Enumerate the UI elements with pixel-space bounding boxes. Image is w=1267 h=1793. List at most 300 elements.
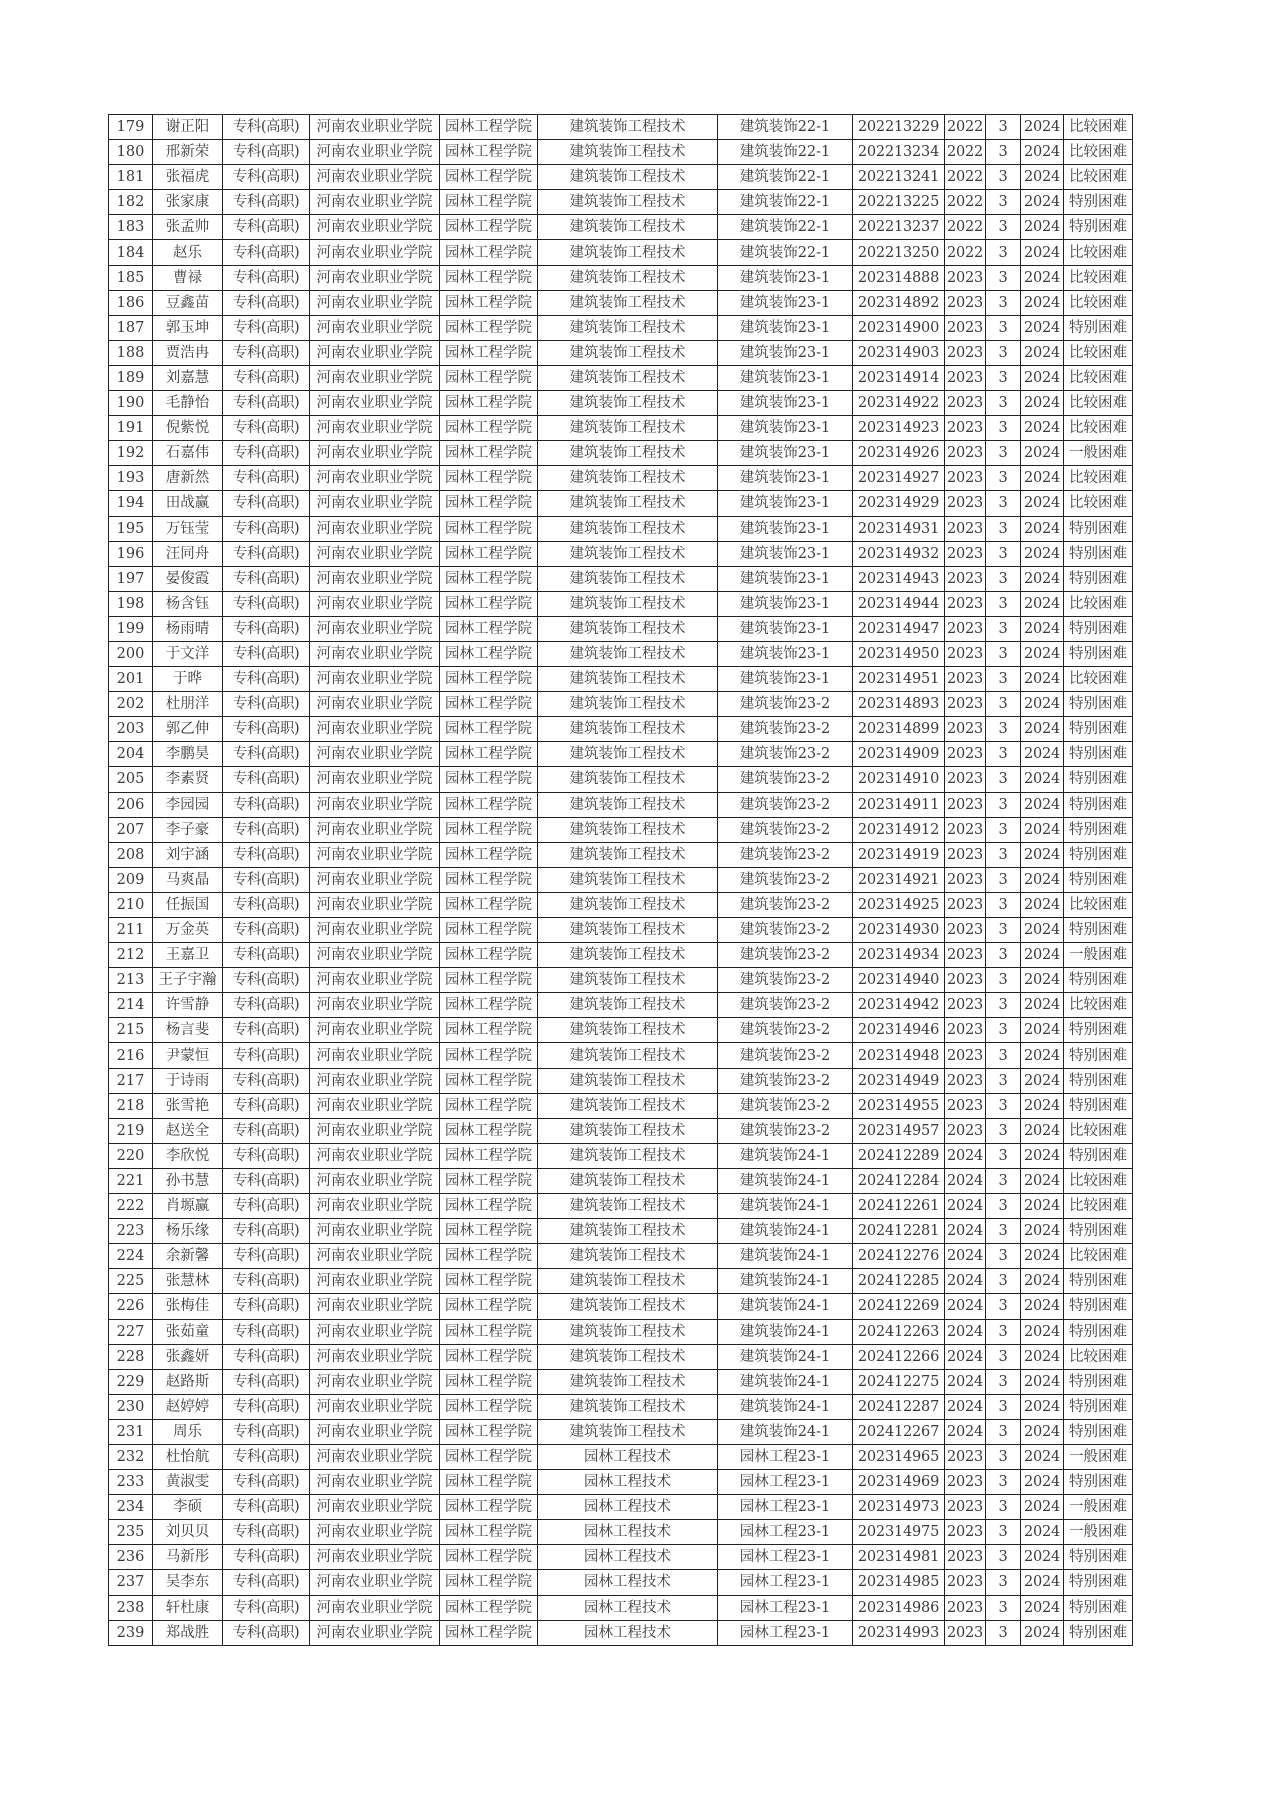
school-cell: 河南农业职业学院 xyxy=(310,1043,440,1068)
program-length-cell: 3 xyxy=(986,667,1021,692)
class-cell: 建筑装饰23-2 xyxy=(718,1043,853,1068)
college-cell: 园林工程学院 xyxy=(440,767,538,792)
enroll-year-cell: 2023 xyxy=(945,340,986,365)
recognition-year-cell: 2024 xyxy=(1021,1470,1064,1495)
name-cell: 石嘉伟 xyxy=(153,441,223,466)
name-cell: 于文洋 xyxy=(153,641,223,666)
major-cell: 建筑装饰工程技术 xyxy=(538,541,718,566)
seq-cell: 194 xyxy=(109,491,153,516)
difficulty-level-cell: 特别困难 xyxy=(1064,817,1133,842)
college-cell: 园林工程学院 xyxy=(440,340,538,365)
difficulty-level-cell: 特别困难 xyxy=(1064,1595,1133,1620)
name-cell: 李园园 xyxy=(153,792,223,817)
difficulty-level-cell: 特别困难 xyxy=(1064,190,1133,215)
education-level-cell: 专科(高职) xyxy=(223,290,310,315)
program-length-cell: 3 xyxy=(986,190,1021,215)
college-cell: 园林工程学院 xyxy=(440,165,538,190)
major-cell: 建筑装饰工程技术 xyxy=(538,1294,718,1319)
class-cell: 建筑装饰22-1 xyxy=(718,115,853,140)
table-row xyxy=(109,892,1133,917)
school-cell: 河南农业职业学院 xyxy=(310,918,440,943)
class-cell: 建筑装饰23-2 xyxy=(718,943,853,968)
recognition-year-cell: 2024 xyxy=(1021,1495,1064,1520)
table-row xyxy=(109,1520,1133,1545)
education-level-cell: 专科(高职) xyxy=(223,667,310,692)
major-cell: 园林工程技术 xyxy=(538,1444,718,1469)
enroll-year-cell: 2023 xyxy=(945,1118,986,1143)
student-id-cell: 202314942 xyxy=(853,993,945,1018)
program-length-cell: 3 xyxy=(986,1068,1021,1093)
major-cell: 建筑装饰工程技术 xyxy=(538,1319,718,1344)
difficulty-level-cell: 特别困难 xyxy=(1064,541,1133,566)
seq-cell: 187 xyxy=(109,315,153,340)
enroll-year-cell: 2023 xyxy=(945,1595,986,1620)
name-cell: 李素贤 xyxy=(153,767,223,792)
enroll-year-cell: 2023 xyxy=(945,767,986,792)
difficulty-level-cell: 特别困难 xyxy=(1064,1545,1133,1570)
student-id-cell: 202314903 xyxy=(853,340,945,365)
recognition-year-cell: 2024 xyxy=(1021,641,1064,666)
recognition-year-cell: 2024 xyxy=(1021,867,1064,892)
school-cell: 河南农业职业学院 xyxy=(310,943,440,968)
seq-cell: 193 xyxy=(109,466,153,491)
seq-cell: 210 xyxy=(109,892,153,917)
recognition-year-cell: 2024 xyxy=(1021,1118,1064,1143)
table-row xyxy=(109,165,1133,190)
school-cell: 河南农业职业学院 xyxy=(310,767,440,792)
program-length-cell: 3 xyxy=(986,1545,1021,1570)
college-cell: 园林工程学院 xyxy=(440,918,538,943)
enroll-year-cell: 2023 xyxy=(945,541,986,566)
name-cell: 刘贝贝 xyxy=(153,1520,223,1545)
difficulty-level-cell: 特别困难 xyxy=(1064,717,1133,742)
seq-cell: 205 xyxy=(109,767,153,792)
table-row xyxy=(109,1244,1133,1269)
class-cell: 建筑装饰23-1 xyxy=(718,365,853,390)
enroll-year-cell: 2023 xyxy=(945,441,986,466)
table-row xyxy=(109,817,1133,842)
difficulty-level-cell: 比较困难 xyxy=(1064,466,1133,491)
school-cell: 河南农业职业学院 xyxy=(310,190,440,215)
education-level-cell: 专科(高职) xyxy=(223,641,310,666)
major-cell: 建筑装饰工程技术 xyxy=(538,641,718,666)
college-cell: 园林工程学院 xyxy=(440,1444,538,1469)
education-level-cell: 专科(高职) xyxy=(223,1369,310,1394)
table-row xyxy=(109,240,1133,265)
major-cell: 建筑装饰工程技术 xyxy=(538,1394,718,1419)
class-cell: 建筑装饰23-1 xyxy=(718,290,853,315)
difficulty-level-cell: 一般困难 xyxy=(1064,441,1133,466)
education-level-cell: 专科(高职) xyxy=(223,1043,310,1068)
major-cell: 建筑装饰工程技术 xyxy=(538,1419,718,1444)
class-cell: 建筑装饰24-1 xyxy=(718,1194,853,1219)
class-cell: 园林工程23-1 xyxy=(718,1545,853,1570)
enroll-year-cell: 2024 xyxy=(945,1194,986,1219)
college-cell: 园林工程学院 xyxy=(440,1319,538,1344)
name-cell: 晏俊霞 xyxy=(153,566,223,591)
difficulty-level-cell: 一般困难 xyxy=(1064,1444,1133,1469)
difficulty-level-cell: 特别困难 xyxy=(1064,315,1133,340)
education-level-cell: 专科(高职) xyxy=(223,1219,310,1244)
school-cell: 河南农业职业学院 xyxy=(310,1470,440,1495)
school-cell: 河南农业职业学院 xyxy=(310,340,440,365)
enroll-year-cell: 2023 xyxy=(945,315,986,340)
college-cell: 园林工程学院 xyxy=(440,1620,538,1645)
school-cell: 河南农业职业学院 xyxy=(310,115,440,140)
class-cell: 建筑装饰23-1 xyxy=(718,667,853,692)
college-cell: 园林工程学院 xyxy=(440,1018,538,1043)
seq-cell: 226 xyxy=(109,1294,153,1319)
enroll-year-cell: 2022 xyxy=(945,165,986,190)
college-cell: 园林工程学院 xyxy=(440,391,538,416)
major-cell: 建筑装饰工程技术 xyxy=(538,1018,718,1043)
college-cell: 园林工程学院 xyxy=(440,416,538,441)
recognition-year-cell: 2024 xyxy=(1021,215,1064,240)
class-cell: 建筑装饰23-1 xyxy=(718,491,853,516)
name-cell: 张鑫妍 xyxy=(153,1344,223,1369)
name-cell: 杨乐缘 xyxy=(153,1219,223,1244)
class-cell: 建筑装饰23-2 xyxy=(718,717,853,742)
name-cell: 田战赢 xyxy=(153,491,223,516)
student-id-cell: 202213229 xyxy=(853,115,945,140)
name-cell: 肖塬赢 xyxy=(153,1194,223,1219)
program-length-cell: 3 xyxy=(986,466,1021,491)
major-cell: 建筑装饰工程技术 xyxy=(538,190,718,215)
student-id-cell: 202412284 xyxy=(853,1168,945,1193)
table-row xyxy=(109,717,1133,742)
program-length-cell: 3 xyxy=(986,1319,1021,1344)
class-cell: 园林工程23-1 xyxy=(718,1520,853,1545)
table-row xyxy=(109,867,1133,892)
name-cell: 孙书慧 xyxy=(153,1168,223,1193)
program-length-cell: 3 xyxy=(986,692,1021,717)
student-id-cell: 202314921 xyxy=(853,867,945,892)
student-id-cell: 202314925 xyxy=(853,892,945,917)
program-length-cell: 3 xyxy=(986,1093,1021,1118)
education-level-cell: 专科(高职) xyxy=(223,115,310,140)
college-cell: 园林工程学院 xyxy=(440,1244,538,1269)
recognition-year-cell: 2024 xyxy=(1021,1018,1064,1043)
student-id-cell: 202412275 xyxy=(853,1369,945,1394)
difficulty-level-cell: 特别困难 xyxy=(1064,1143,1133,1168)
table-row xyxy=(109,466,1133,491)
class-cell: 园林工程23-1 xyxy=(718,1495,853,1520)
program-length-cell: 3 xyxy=(986,792,1021,817)
difficulty-level-cell: 比较困难 xyxy=(1064,165,1133,190)
enroll-year-cell: 2023 xyxy=(945,566,986,591)
college-cell: 园林工程学院 xyxy=(440,591,538,616)
recognition-year-cell: 2024 xyxy=(1021,1269,1064,1294)
name-cell: 尹蒙恒 xyxy=(153,1043,223,1068)
difficulty-level-cell: 比较困难 xyxy=(1064,365,1133,390)
class-cell: 建筑装饰23-1 xyxy=(718,466,853,491)
major-cell: 建筑装饰工程技术 xyxy=(538,265,718,290)
name-cell: 豆鑫苗 xyxy=(153,290,223,315)
education-level-cell: 专科(高职) xyxy=(223,817,310,842)
education-level-cell: 专科(高职) xyxy=(223,265,310,290)
difficulty-level-cell: 特别困难 xyxy=(1064,867,1133,892)
major-cell: 园林工程技术 xyxy=(538,1620,718,1645)
class-cell: 建筑装饰23-1 xyxy=(718,591,853,616)
enroll-year-cell: 2024 xyxy=(945,1394,986,1419)
table-row xyxy=(109,792,1133,817)
student-id-cell: 202314943 xyxy=(853,566,945,591)
enroll-year-cell: 2024 xyxy=(945,1244,986,1269)
program-length-cell: 3 xyxy=(986,491,1021,516)
difficulty-level-cell: 特别困难 xyxy=(1064,692,1133,717)
table-row xyxy=(109,1068,1133,1093)
college-cell: 园林工程学院 xyxy=(440,1470,538,1495)
education-level-cell: 专科(高职) xyxy=(223,892,310,917)
student-id-cell: 202314946 xyxy=(853,1018,945,1043)
program-length-cell: 3 xyxy=(986,993,1021,1018)
major-cell: 建筑装饰工程技术 xyxy=(538,667,718,692)
table-row xyxy=(109,566,1133,591)
class-cell: 建筑装饰23-1 xyxy=(718,616,853,641)
enroll-year-cell: 2023 xyxy=(945,968,986,993)
difficulty-level-cell: 特别困难 xyxy=(1064,1093,1133,1118)
program-length-cell: 3 xyxy=(986,416,1021,441)
school-cell: 河南农业职业学院 xyxy=(310,1520,440,1545)
education-level-cell: 专科(高职) xyxy=(223,1093,310,1118)
table-row xyxy=(109,943,1133,968)
name-cell: 轩杜康 xyxy=(153,1595,223,1620)
college-cell: 园林工程学院 xyxy=(440,1068,538,1093)
college-cell: 园林工程学院 xyxy=(440,1219,538,1244)
student-id-cell: 202412261 xyxy=(853,1194,945,1219)
enroll-year-cell: 2022 xyxy=(945,190,986,215)
major-cell: 建筑装饰工程技术 xyxy=(538,1244,718,1269)
student-id-cell: 202412289 xyxy=(853,1143,945,1168)
major-cell: 建筑装饰工程技术 xyxy=(538,1219,718,1244)
class-cell: 建筑装饰23-1 xyxy=(718,416,853,441)
college-cell: 园林工程学院 xyxy=(440,1495,538,1520)
recognition-year-cell: 2024 xyxy=(1021,1444,1064,1469)
seq-cell: 234 xyxy=(109,1495,153,1520)
school-cell: 河南农业职业学院 xyxy=(310,441,440,466)
major-cell: 建筑装饰工程技术 xyxy=(538,918,718,943)
student-id-cell: 202314957 xyxy=(853,1118,945,1143)
class-cell: 园林工程23-1 xyxy=(718,1595,853,1620)
recognition-year-cell: 2024 xyxy=(1021,892,1064,917)
class-cell: 建筑装饰22-1 xyxy=(718,140,853,165)
seq-cell: 179 xyxy=(109,115,153,140)
school-cell: 河南农业职业学院 xyxy=(310,1319,440,1344)
class-cell: 园林工程23-1 xyxy=(718,1470,853,1495)
difficulty-level-cell: 特别困难 xyxy=(1064,1018,1133,1043)
education-level-cell: 专科(高职) xyxy=(223,516,310,541)
name-cell: 郭乙伸 xyxy=(153,717,223,742)
education-level-cell: 专科(高职) xyxy=(223,1118,310,1143)
student-id-cell: 202314948 xyxy=(853,1043,945,1068)
education-level-cell: 专科(高职) xyxy=(223,692,310,717)
major-cell: 建筑装饰工程技术 xyxy=(538,140,718,165)
enroll-year-cell: 2023 xyxy=(945,717,986,742)
name-cell: 王嘉卫 xyxy=(153,943,223,968)
education-level-cell: 专科(高职) xyxy=(223,165,310,190)
enroll-year-cell: 2023 xyxy=(945,1470,986,1495)
student-id-cell: 202314973 xyxy=(853,1495,945,1520)
school-cell: 河南农业职业学院 xyxy=(310,265,440,290)
seq-cell: 195 xyxy=(109,516,153,541)
name-cell: 曹禄 xyxy=(153,265,223,290)
seq-cell: 232 xyxy=(109,1444,153,1469)
enroll-year-cell: 2024 xyxy=(945,1294,986,1319)
difficulty-level-cell: 特别困难 xyxy=(1064,968,1133,993)
enroll-year-cell: 2023 xyxy=(945,792,986,817)
education-level-cell: 专科(高职) xyxy=(223,1444,310,1469)
class-cell: 建筑装饰24-1 xyxy=(718,1369,853,1394)
major-cell: 建筑装饰工程技术 xyxy=(538,566,718,591)
name-cell: 唐新然 xyxy=(153,466,223,491)
class-cell: 建筑装饰22-1 xyxy=(718,240,853,265)
college-cell: 园林工程学院 xyxy=(440,1168,538,1193)
education-level-cell: 专科(高职) xyxy=(223,1168,310,1193)
difficulty-level-cell: 特别困难 xyxy=(1064,215,1133,240)
table-body xyxy=(109,115,1133,1646)
name-cell: 杨言斐 xyxy=(153,1018,223,1043)
student-id-cell: 202314899 xyxy=(853,717,945,742)
seq-cell: 224 xyxy=(109,1244,153,1269)
table-row xyxy=(109,993,1133,1018)
school-cell: 河南农业职业学院 xyxy=(310,591,440,616)
college-cell: 园林工程学院 xyxy=(440,692,538,717)
table-row xyxy=(109,1194,1133,1219)
name-cell: 张梅佳 xyxy=(153,1294,223,1319)
name-cell: 张福虎 xyxy=(153,165,223,190)
difficulty-level-cell: 特别困难 xyxy=(1064,767,1133,792)
difficulty-level-cell: 比较困难 xyxy=(1064,1118,1133,1143)
name-cell: 郑战胜 xyxy=(153,1620,223,1645)
table-row xyxy=(109,641,1133,666)
difficulty-level-cell: 比较困难 xyxy=(1064,591,1133,616)
enroll-year-cell: 2023 xyxy=(945,616,986,641)
table-row xyxy=(109,1470,1133,1495)
program-length-cell: 3 xyxy=(986,1219,1021,1244)
college-cell: 园林工程学院 xyxy=(440,466,538,491)
major-cell: 园林工程技术 xyxy=(538,1570,718,1595)
program-length-cell: 3 xyxy=(986,115,1021,140)
name-cell: 李子豪 xyxy=(153,817,223,842)
school-cell: 河南农业职业学院 xyxy=(310,1444,440,1469)
enroll-year-cell: 2023 xyxy=(945,742,986,767)
school-cell: 河南农业职业学院 xyxy=(310,817,440,842)
school-cell: 河南农业职业学院 xyxy=(310,892,440,917)
student-id-cell: 202314927 xyxy=(853,466,945,491)
recognition-year-cell: 2024 xyxy=(1021,1168,1064,1193)
program-length-cell: 3 xyxy=(986,140,1021,165)
enroll-year-cell: 2022 xyxy=(945,240,986,265)
difficulty-level-cell: 比较困难 xyxy=(1064,1344,1133,1369)
class-cell: 建筑装饰23-2 xyxy=(718,918,853,943)
school-cell: 河南农业职业学院 xyxy=(310,867,440,892)
education-level-cell: 专科(高职) xyxy=(223,968,310,993)
difficulty-level-cell: 比较困难 xyxy=(1064,491,1133,516)
education-level-cell: 专科(高职) xyxy=(223,1570,310,1595)
recognition-year-cell: 2024 xyxy=(1021,1068,1064,1093)
recognition-year-cell: 2024 xyxy=(1021,541,1064,566)
enroll-year-cell: 2023 xyxy=(945,667,986,692)
difficulty-level-cell: 特别困难 xyxy=(1064,616,1133,641)
name-cell: 李硕 xyxy=(153,1495,223,1520)
name-cell: 杜朋洋 xyxy=(153,692,223,717)
college-cell: 园林工程学院 xyxy=(440,1118,538,1143)
difficulty-level-cell: 特别困难 xyxy=(1064,1319,1133,1344)
table-row xyxy=(109,365,1133,390)
college-cell: 园林工程学院 xyxy=(440,1419,538,1444)
school-cell: 河南农业职业学院 xyxy=(310,491,440,516)
enroll-year-cell: 2023 xyxy=(945,641,986,666)
seq-cell: 200 xyxy=(109,641,153,666)
difficulty-level-cell: 特别困难 xyxy=(1064,1269,1133,1294)
recognition-year-cell: 2024 xyxy=(1021,1294,1064,1319)
name-cell: 马爽晶 xyxy=(153,867,223,892)
table-row xyxy=(109,968,1133,993)
student-id-cell: 202314986 xyxy=(853,1595,945,1620)
difficulty-level-cell: 特别困难 xyxy=(1064,1419,1133,1444)
education-level-cell: 专科(高职) xyxy=(223,190,310,215)
recognition-year-cell: 2024 xyxy=(1021,717,1064,742)
program-length-cell: 3 xyxy=(986,1344,1021,1369)
name-cell: 李鹏昊 xyxy=(153,742,223,767)
program-length-cell: 3 xyxy=(986,968,1021,993)
college-cell: 园林工程学院 xyxy=(440,265,538,290)
student-id-cell: 202314910 xyxy=(853,767,945,792)
name-cell: 黄淑雯 xyxy=(153,1470,223,1495)
enroll-year-cell: 2024 xyxy=(945,1419,986,1444)
class-cell: 建筑装饰23-2 xyxy=(718,1068,853,1093)
student-id-cell: 202314926 xyxy=(853,441,945,466)
student-id-cell: 202314981 xyxy=(853,1545,945,1570)
seq-cell: 189 xyxy=(109,365,153,390)
school-cell: 河南农业职业学院 xyxy=(310,215,440,240)
name-cell: 余新馨 xyxy=(153,1244,223,1269)
recognition-year-cell: 2024 xyxy=(1021,1394,1064,1419)
student-id-cell: 202314951 xyxy=(853,667,945,692)
school-cell: 河南农业职业学院 xyxy=(310,1018,440,1043)
recognition-year-cell: 2024 xyxy=(1021,1043,1064,1068)
college-cell: 园林工程学院 xyxy=(440,1143,538,1168)
education-level-cell: 专科(高职) xyxy=(223,491,310,516)
recognition-year-cell: 2024 xyxy=(1021,441,1064,466)
major-cell: 建筑装饰工程技术 xyxy=(538,892,718,917)
class-cell: 建筑装饰24-1 xyxy=(718,1168,853,1193)
school-cell: 河南农业职业学院 xyxy=(310,1495,440,1520)
difficulty-level-cell: 一般困难 xyxy=(1064,1495,1133,1520)
table-row xyxy=(109,616,1133,641)
program-length-cell: 3 xyxy=(986,1394,1021,1419)
recognition-year-cell: 2024 xyxy=(1021,667,1064,692)
enroll-year-cell: 2023 xyxy=(945,1444,986,1469)
school-cell: 河南农业职业学院 xyxy=(310,541,440,566)
major-cell: 建筑装饰工程技术 xyxy=(538,240,718,265)
major-cell: 建筑装饰工程技术 xyxy=(538,315,718,340)
major-cell: 建筑装饰工程技术 xyxy=(538,591,718,616)
major-cell: 建筑装饰工程技术 xyxy=(538,842,718,867)
seq-cell: 230 xyxy=(109,1394,153,1419)
name-cell: 刘嘉慧 xyxy=(153,365,223,390)
major-cell: 建筑装饰工程技术 xyxy=(538,1194,718,1219)
class-cell: 建筑装饰22-1 xyxy=(718,190,853,215)
table-row xyxy=(109,190,1133,215)
recognition-year-cell: 2024 xyxy=(1021,1219,1064,1244)
class-cell: 建筑装饰23-2 xyxy=(718,968,853,993)
enroll-year-cell: 2024 xyxy=(945,1219,986,1244)
seq-cell: 180 xyxy=(109,140,153,165)
school-cell: 河南农业职业学院 xyxy=(310,566,440,591)
name-cell: 谢正阳 xyxy=(153,115,223,140)
seq-cell: 198 xyxy=(109,591,153,616)
